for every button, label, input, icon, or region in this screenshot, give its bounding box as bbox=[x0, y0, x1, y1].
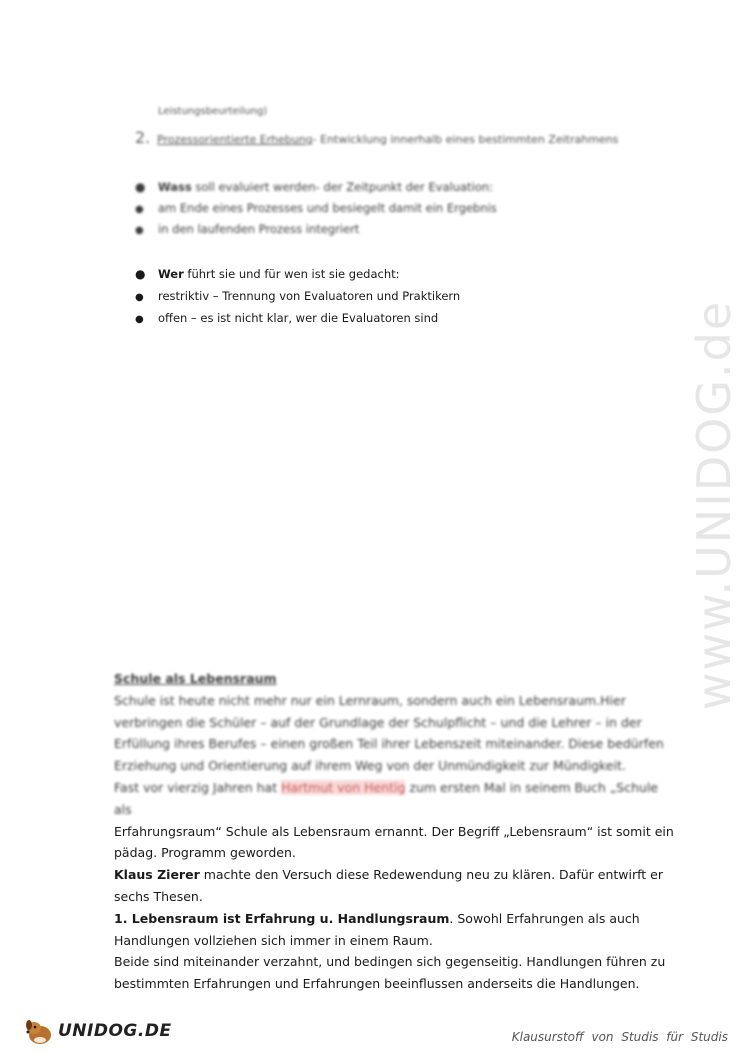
paragraph-line: Erziehung und Orientierung auf ihrem Weg von der Unmündigkeit zur Mündigkeit. bbox=[114, 758, 626, 774]
list-item-text: restriktiv – Trennung von Evaluatoren und Praktikern bbox=[158, 289, 461, 303]
author-name: Klaus Zierer bbox=[114, 867, 200, 883]
list-item-text: in den laufenden Prozess integriert bbox=[158, 222, 360, 236]
list-item-text: am Ende eines Prozesses und besiegelt damit ein Ergebnis bbox=[158, 201, 497, 215]
paragraph-line: Erfüllung ihres Berufes – einen großen Teil ihrer Lebenszeit miteinander. Diese bedürfen bbox=[114, 736, 664, 752]
text-segment: Fast vor vierzig Jahren hat bbox=[114, 779, 282, 795]
dog-icon bbox=[22, 1016, 56, 1046]
bullet-icon: ● bbox=[135, 314, 144, 325]
numbered-item bbox=[135, 128, 618, 147]
text-segment: machte den Versuch diese Redewendung neu zu klären. Dafür entwirft er bbox=[199, 867, 663, 883]
wer-heading-rest: führt sie und für wen ist sie gedacht: bbox=[183, 267, 400, 281]
item-rest: - Entwicklung innerhalb eines bestimmten Zeitrahmens bbox=[312, 133, 619, 146]
wer-heading-bold: Wer bbox=[158, 267, 184, 281]
paragraph-line: Beide sind miteinander verzahnt, und bedingen sich gegenseitig. Handlungen führen zu bbox=[114, 954, 666, 970]
paragraph-line: verbringen die Schüler – auf der Grundlage der Schulpflicht – und die Lehrer – in der bbox=[114, 714, 642, 730]
paragraph-line: bestimmten Erfahrungen und Erfahrungen beeinflussen anderseits die Handlungen. bbox=[114, 976, 640, 992]
was-block bbox=[135, 180, 655, 243]
list-item bbox=[135, 289, 655, 311]
paragraph-line: Handlungen vollziehen sich immer in einem Raum. bbox=[114, 932, 433, 948]
paragraph-line: pädag. Programm geworden. bbox=[114, 845, 296, 861]
paragraph-line: sechs Thesen. bbox=[114, 888, 203, 904]
was-heading bbox=[135, 180, 655, 201]
item-number: 2. bbox=[135, 128, 151, 147]
was-heading-bold: Wass bbox=[158, 180, 192, 194]
paragraph-line bbox=[114, 908, 674, 930]
unidog-logo[interactable] bbox=[22, 1016, 172, 1046]
paragraph-line: Schule ist heute nicht mehr nur ein Lernraum, sondern auch ein Lebensraum.Hier bbox=[114, 692, 626, 708]
top-line: Leistungsbeurteilung) bbox=[158, 106, 268, 117]
footer-tagline: Klausurstoff von Studis für Studis bbox=[511, 1030, 728, 1044]
watermark: www.UNIDOG.de bbox=[687, 299, 741, 711]
highlighted-name: Hartmut von Hentig bbox=[281, 779, 406, 795]
thesis-title: 1. Lebensraum ist Erfahrung u. Handlungsraum bbox=[114, 910, 450, 926]
list-item bbox=[135, 201, 655, 222]
bullet-icon: ● bbox=[135, 225, 144, 236]
bullet-icon: ● bbox=[135, 204, 144, 215]
logo-text: UNIDOG.DE bbox=[58, 1021, 172, 1041]
paragraph-line: Erfahrungsraum“ Schule als Lebensraum ernannt. Der Begriff „Lebensraum“ ist somit ein bbox=[114, 823, 674, 839]
bullet-icon: ● bbox=[135, 292, 144, 303]
list-item bbox=[135, 311, 655, 333]
wer-heading bbox=[135, 267, 655, 289]
text-segment: zum ersten Mal in seinem Buch „Schule als bbox=[114, 779, 659, 817]
bullet-icon: ● bbox=[135, 267, 146, 281]
bullet-icon: ● bbox=[135, 180, 146, 194]
paragraph-line bbox=[114, 864, 674, 886]
section-title: Schule als Lebensraum bbox=[114, 671, 277, 686]
section-schule bbox=[114, 668, 674, 995]
was-heading-rest: soll evaluiert werden- der Zeitpunkt der Evaluation: bbox=[191, 180, 493, 194]
list-item-text: offen – es ist nicht klar, wer die Evaluatoren sind bbox=[158, 311, 439, 325]
item-title: Prozessorientierte Erhebung bbox=[157, 133, 313, 146]
list-item bbox=[135, 222, 655, 243]
text-segment: . Sowohl Erfahrungen als auch bbox=[449, 910, 640, 926]
paragraph-line bbox=[114, 777, 674, 821]
wer-block bbox=[135, 267, 655, 333]
